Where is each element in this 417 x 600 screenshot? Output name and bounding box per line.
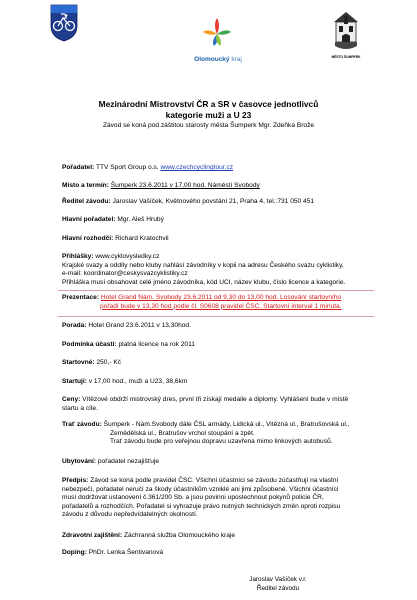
cycling-federation-logo: [50, 4, 78, 42]
field-value: Jaroslav Vašíček, Květnového povstání 21, Praha 4, tel.:731 050 451: [112, 198, 315, 205]
field-value: Vítězové obdrží mistrovský dres, první tři získají medaile a diplomy. Vyhlášení bude v místě: [82, 396, 349, 403]
sumperk-coat-of-arms: [331, 10, 361, 54]
logo-center-name: Olomoucký: [194, 56, 230, 63]
field-misto: [62, 182, 372, 191]
field-value: Hotel Grand Nám. Svobody 23.6.2011 od 9,30 do 13,00 hod. Losování startovního: [100, 294, 342, 301]
field-label: Doping:: [62, 549, 87, 556]
field-label: Prezentace:: [62, 294, 100, 301]
field-label: Ubytování:: [62, 458, 97, 465]
logo-right-caption: MĚSTO ŠUMPERK: [331, 55, 361, 59]
field-value: Šumperk 23.6.2011 v 17,00 hod. Náměstí Svobody: [110, 182, 260, 189]
field-label: Místo a termín:: [62, 182, 109, 189]
field-line: e-mail: koordinator@ceskysvazcyklistiky.cz: [62, 270, 188, 278]
divider-bottom: [58, 316, 374, 317]
field-prihlasky: [62, 253, 372, 287]
field-startuji: [62, 378, 372, 387]
logo-center-kraj: kraj: [231, 56, 242, 63]
document-title-line1: Mezinárodní Mistrovství ČR a SR v časovce jednotlivců: [98, 99, 319, 109]
field-value: Mgr. Aleš Hrubý: [117, 216, 164, 223]
field-reditel: [62, 198, 372, 207]
field-value: www.cyklovysledky.cz: [95, 253, 160, 260]
field-value: platná licence na rok 2011: [118, 341, 195, 348]
field-value: Závod se koná podle pravidel ČSC. Všichni účastníci se závodu zúčastňují na vlastní: [90, 477, 339, 484]
field-line: Přihláška musí obsahovat celé jméno závodníka, kód UCI, název klubu, číslo licence a kategorie.: [62, 278, 346, 286]
poradatel-link[interactable]: www.czechcyclingtour.cz: [160, 164, 234, 171]
field-line: závodu z důvodu nepředvídatelných okolností.: [62, 511, 198, 519]
signature-name: Jaroslav Vašíček v.r.: [249, 576, 307, 583]
document-title-line2: kategorie muži a U 23: [165, 110, 252, 120]
field-ubytovani: [62, 458, 372, 467]
field-label: Hlavní rozhodčí:: [62, 235, 114, 242]
field-trat: [62, 421, 372, 447]
field-ceny: [62, 396, 372, 413]
field-zdravotni: [62, 532, 372, 541]
signature-role: Ředitel závodu: [256, 585, 300, 592]
olomoucky-kraj-label: [158, 56, 278, 64]
field-value: v 17,00 hod., muži a U23, 38,6km: [88, 378, 188, 385]
field-label: Přihlášky:: [62, 253, 94, 260]
field-label: Předpis:: [62, 477, 89, 484]
field-label: Ceny:: [62, 396, 81, 403]
field-predpis: [62, 477, 372, 520]
field-value: Richard Kratochvil: [115, 235, 169, 242]
field-value: 250,- Kč: [96, 359, 122, 366]
field-value: pořadatel nezajišťuje: [97, 458, 160, 465]
field-label: Startují:: [62, 378, 87, 385]
field-label: Ředitel závodu:: [62, 198, 111, 205]
field-label: Startovné:: [62, 359, 95, 366]
field-label: Hlavní pořadatel:: [62, 216, 116, 223]
field-prezentace: [62, 294, 372, 311]
field-line: Zemědělská ul., Bratrušov vrchol stoupání a zpět.: [110, 429, 255, 437]
field-line: Trať závodu bude pro veřejnou dopravu uzavřena mimo linkových autobusů.: [110, 438, 333, 446]
field-line: startu a cíle.: [62, 404, 98, 412]
field-label: Pořadatel:: [62, 164, 95, 171]
field-line: nebezpečí, pořadatel neručí za škody účastníkům vzniklé ani jimi způsobené. Všichni účastníci: [62, 485, 339, 493]
divider-top: [58, 290, 374, 291]
field-label: Zdravotní zajištění:: [62, 532, 123, 539]
field-startovne: [62, 359, 372, 368]
field-value: Hotel Grand 23.6.2011 v 13,30hod.: [88, 322, 191, 329]
field-line: Krajské svazy a oddíly nebo kluby nahlásí závodníky v kopii na adresu Českého svazu cyklistiky,: [62, 261, 344, 269]
field-poradatel: [62, 164, 372, 173]
field-line: pořadí bude v 13,30 hod podle čl. S0608 pravidel ČSC. Startovní interval 1 minuta.: [100, 302, 342, 310]
field-line: pořadatelů a rozhodčích. Pořadatel si vyhrazuje právo nutných technických změn oproti rozpisu: [62, 502, 341, 510]
field-value: PhDr. Lenka Šentivanová: [88, 549, 164, 556]
document-patronage: Závod se koná pod záštitou starosty města Šumperk Mgr. Zdeňka Brože: [102, 122, 315, 129]
field-line: musí dodržovat ustanovení č.361/200 Sb. a jsou povinni uposlechnout pokynů policie ČR,: [62, 494, 324, 502]
field-value: Šumperk - Nám.Svobody dále ČSL armády, Lidická ul., Vitězná ul., Bratrušovská ul.,: [103, 421, 350, 428]
field-hlavni-rozhodci: [62, 235, 372, 244]
field-label: Podmínka účasti:: [62, 341, 117, 348]
field-label: Porada:: [62, 322, 87, 329]
field-hlavni-poradatel: [62, 216, 372, 225]
field-value: Záchranná služba Olomouckého kraje: [123, 532, 235, 539]
field-doping: [62, 549, 372, 558]
field-label: Trať závodu:: [62, 421, 102, 428]
field-porada: [62, 322, 372, 331]
field-value: TTV Sport Group o.s.: [95, 164, 159, 171]
field-podminka: [62, 341, 372, 350]
